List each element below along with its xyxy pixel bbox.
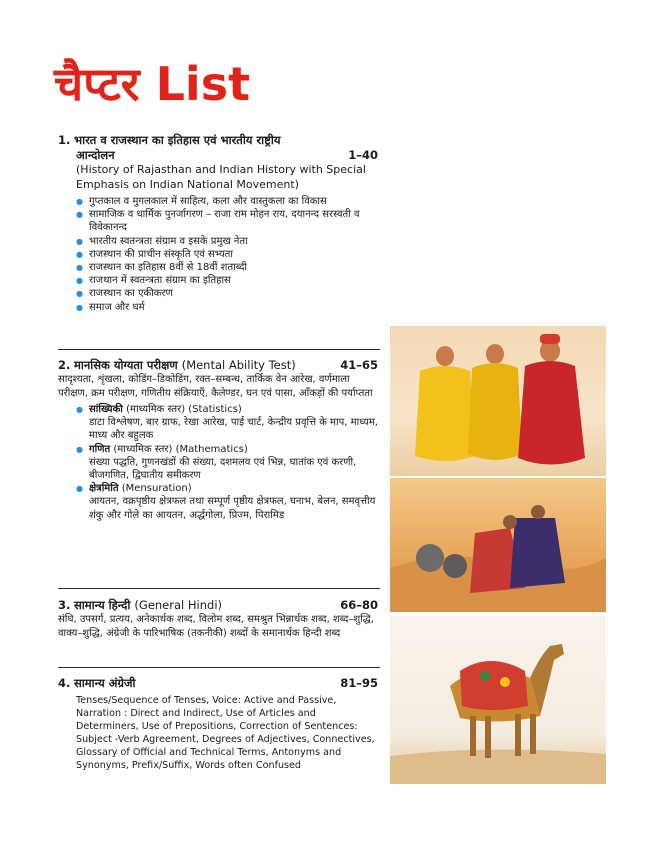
page-title: चैप्टर List xyxy=(54,57,251,111)
section-number: 1. xyxy=(58,133,71,147)
section-title-cont: आन्दोलन xyxy=(76,148,115,162)
sub-title: गणित xyxy=(89,443,111,455)
list-item: ● राजस्थान का इतिहास 8वीं से 18वीं शताब्दी xyxy=(76,261,378,274)
sub-note: (माध्यमिक स्तर) (Mathematics) xyxy=(113,443,248,455)
camel-image xyxy=(390,616,606,784)
desert-women-image xyxy=(390,478,606,612)
list-item xyxy=(76,482,378,522)
section-3 xyxy=(58,598,378,640)
sub-note: (Mensuration) xyxy=(121,483,192,495)
list-item: ● गुप्तकाल व मुगलकाल में साहित्य, कला और वास्तुकला का विकास xyxy=(76,195,378,208)
list-item xyxy=(76,403,378,443)
list-item: ● राजथान में स्वतन्त्रता संग्राम का इतिहास xyxy=(76,274,378,287)
section-english-title: (History of Rajasthan and Indian History with Special Emphasis on Indian National Movement) xyxy=(76,163,366,191)
page-range: 41–65 xyxy=(340,358,378,372)
divider xyxy=(58,349,380,350)
page-range: 66–80 xyxy=(340,598,378,612)
section-title: सामान्य हिन्दी xyxy=(74,598,131,612)
section-number: 3. xyxy=(58,598,71,612)
section-2 xyxy=(58,358,378,522)
sub-title: सांख्यिकी xyxy=(89,404,123,415)
section-desc: Tenses/Sequence of Tenses, Voice: Active and Passive, Narration : Direct and Indirect, Use of Articles and Determiners, Use of Prepositions, Correction of Sentences: Subject -Verb Agreement, Degrees of Adjectives, Connectives, Glossary of Official and Technical Terms, Antonyms and Synonyms, Prefix/Suffix, Words often Confused xyxy=(76,695,375,771)
sub-note: (माध्यमिक स्तर) (Statistics) xyxy=(126,404,242,415)
sub-title: क्षेत्रमिति xyxy=(89,483,119,495)
list-item: ● राजस्थान का एकीकरण xyxy=(76,287,378,300)
list-item: ● भारतीय स्वतन्त्रता संग्राम व इसके प्रमुख नेता xyxy=(76,235,378,248)
list-item: ● सामाजिक व धार्मिक पुनर्जागरण – राजा राम मोहन राय, दयानन्द सरस्वती व विवेकानन्द xyxy=(76,208,378,234)
section-desc: सादृश्यता, शृंखला, कोडिंग–डिकोडिंग, रक्त–सम्बन्ध, तार्किक वेन आरेख, वर्णमाला परीक्षण, क्रम परीक्षण, गणितीय संक्रियाएँ, कैलेण्डर, घन एवं पासा, आँकड़ों की पर्याप्तता xyxy=(58,374,373,399)
sub-desc: आयतन, वक्रपृष्ठीय क्षेत्रफल तथा सम्पूर्ण पृष्ठीय क्षेत्रफल, घनाभ, बेलन, समवृत्तीय शंकु और गोले का आयतन, अर्द्धगोला, प्रिज्म, पिरामिड xyxy=(89,496,376,521)
page-range: 1–40 xyxy=(348,148,378,162)
divider xyxy=(58,667,380,668)
section-title: मानसिक योग्यता परीक्षण xyxy=(74,358,178,372)
list-item xyxy=(76,443,378,483)
section-title: भारत व राजस्थान का इतिहास एवं भारतीय राष्ट्रीय xyxy=(74,133,281,147)
puppets-image xyxy=(390,326,606,476)
list-item: ● समाज और धर्म xyxy=(76,301,378,314)
section-english-title: (Mental Ability Test) xyxy=(181,358,296,372)
section-4 xyxy=(58,676,378,772)
topic-list xyxy=(76,195,378,314)
list-item: ● राजस्थान की प्राचीन संस्कृति एवं सभ्यता xyxy=(76,248,378,261)
sub-list xyxy=(76,403,378,522)
section-1 xyxy=(58,133,378,314)
page-range: 81–95 xyxy=(340,676,378,690)
section-number: 4. xyxy=(58,676,71,690)
section-desc: संधि, उपसर्ग, प्रत्यय, अनेकार्थक शब्द, विलोम शब्द, समश्रुत भिन्नार्थक शब्द, शब्द–शुद्धि, वाक्य–शुद्धि, अंग्रेजी के पारिभाषिक (तकनीकी) शब्दों के समानार्थक हिन्दी शब्द xyxy=(58,614,374,639)
section-english-title: (General Hindi) xyxy=(134,598,222,612)
divider xyxy=(58,588,380,589)
sub-desc: डाटा विश्लेषण, बार ग्राफ, रेखा आरेख, पाई चार्ट, केन्द्रीय प्रवृत्ति के माप, माध्यम, माध्य और बहुलक xyxy=(89,417,378,442)
section-title: सामान्य अंग्रेजी xyxy=(74,676,136,690)
section-number: 2. xyxy=(58,358,71,372)
sub-desc: संख्या पद्धति, गुणनखंडों की संख्या, दशमलव एवं भिन्न, घातांक एवं करणी, बीजगणित, द्विघातीय समीकरण xyxy=(89,456,357,482)
